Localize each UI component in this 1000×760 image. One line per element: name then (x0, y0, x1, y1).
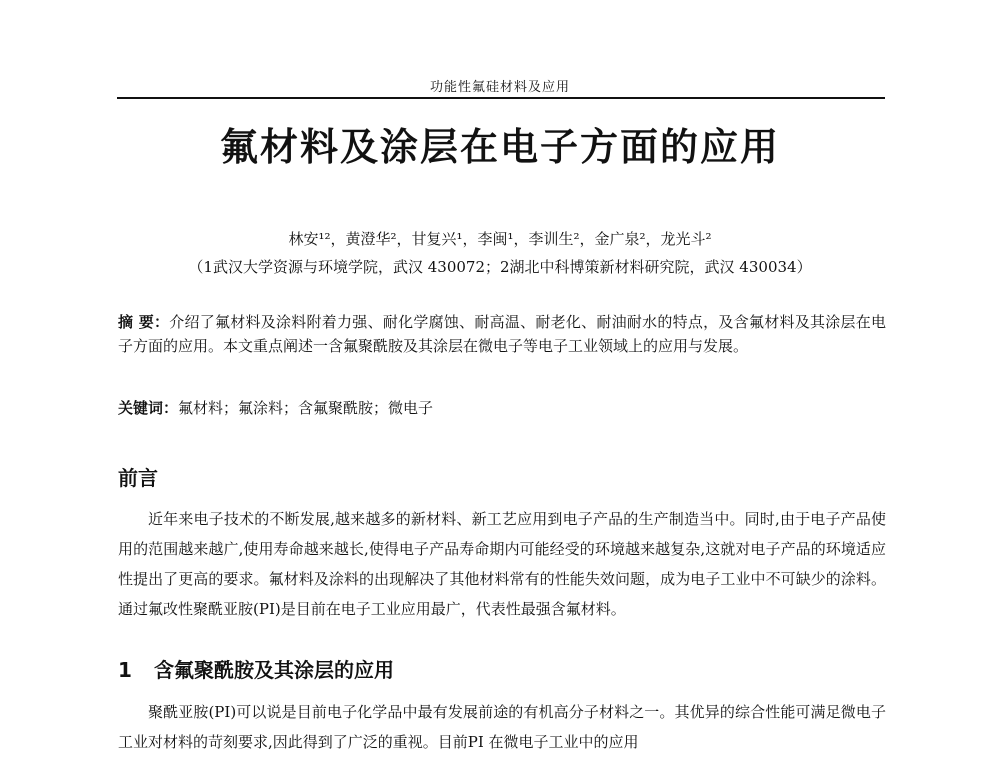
abstract-text: 介绍了氟材料及涂料附着力强、耐化学腐蚀、耐高温、耐老化、耐油耐水的特点，及含氟材料及其涂层在电子方面的应用。本文重点阐述一含氟聚酰胺及其涂层在微电子等电子工业领域上的应用与发展。 (118, 313, 886, 355)
section-1-paragraph: 聚酰亚胺(PI)可以说是目前电子化学品中最有发展前途的有机高分子材料之一。其优异的综合性能可满足微电子工业对材料的苛刻要求,因此得到了广泛的重视。目前PI 在微电子工业中的应用 (118, 703, 886, 751)
keywords (118, 396, 886, 420)
preface-paragraph: 近年来电子技术的不断发展,越来越多的新材料、新工艺应用到电子产品的生产制造当中。同时,由于电子产品使用的范围越来越广,使用寿命越来越长,使得电子产品寿命期内可能经受的环境越来越复杂,这就对电子产品的环境适应性提出了更高的要求。氟材料及涂料的出现解决了其他材料常有的性能失效问题，成为电子工业中不可缺少的涂料。通过氟改性聚酰亚胺(PI)是目前在电子工业应用最广，代表性最强含氟材料。 (118, 510, 886, 618)
affiliation: （1武汉大学资源与环境学院，武汉 430072；2湖北中科博策新材料研究院，武汉 430034） (188, 258, 812, 276)
abstract-label: 摘 要： (118, 313, 170, 331)
section-1-heading (118, 654, 394, 683)
header-rule (117, 97, 885, 99)
section-1-title: 含氟聚酰胺及其涂层的应用 (154, 658, 394, 682)
keywords-label: 关键词： (118, 399, 179, 417)
section-1-number: 1 (118, 658, 132, 682)
abstract (118, 310, 886, 358)
paper-title: 氟材料及涂层在电子方面的应用 (219, 125, 780, 169)
keywords-text: 氟材料；氟涂料；含氟聚酰胺；微电子 (178, 399, 434, 417)
running-head: 功能性氟硅材料及应用 (429, 80, 570, 95)
preface-heading: 前言 (118, 466, 158, 490)
author-list: 林安¹²，黄澄华²，甘复兴¹，李闽¹，李训生²，金广泉²，龙光斗² (288, 230, 712, 248)
